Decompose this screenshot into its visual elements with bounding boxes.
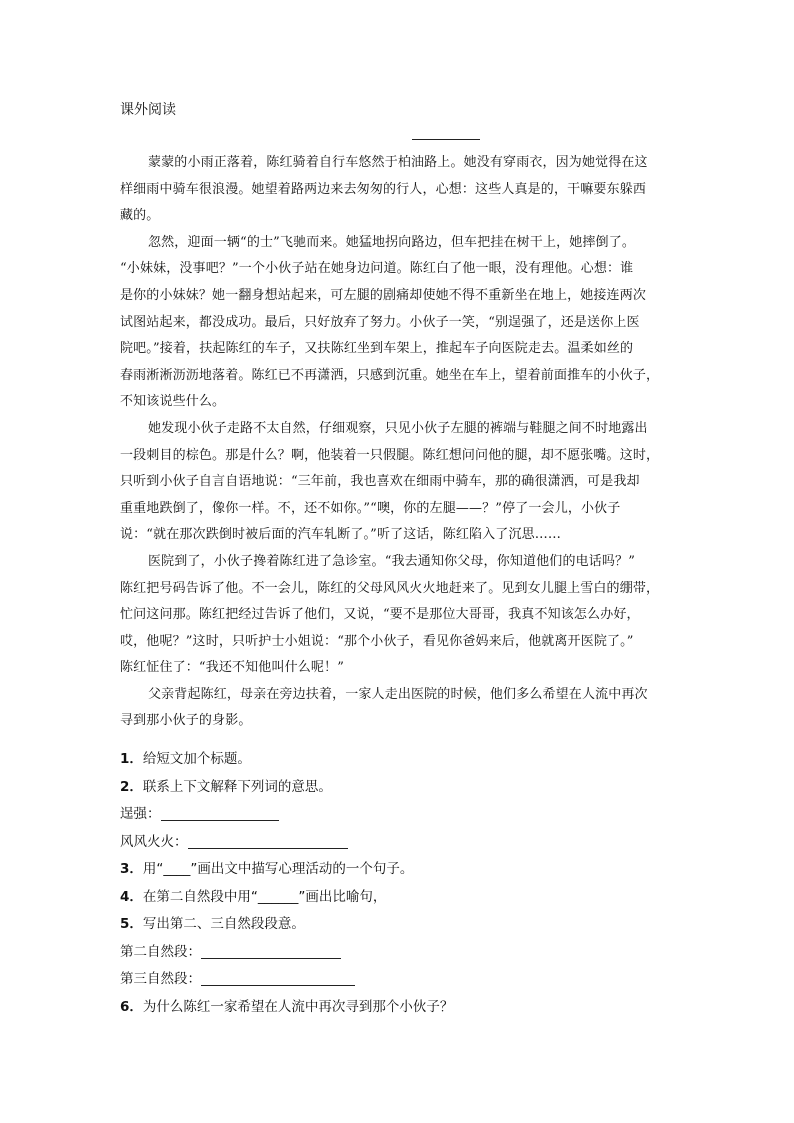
question-text: 给短文加个标题。 [142,751,251,767]
question-2 [120,774,680,802]
title-blank-line [412,139,480,140]
passage-line: 哎，他呢？”这时，只听护士小姐说：“那个小伙子，看见你爸妈来后，他就离开医院了。” [120,633,634,649]
passage-line: 只听到小伙子自言自语地说：“三年前，我也喜欢在细雨中骑车，那的确很潇洒，可是我却 [120,474,640,490]
passage-line: 样细雨中骑车很浪漫。她望着路两边来去匆匆的行人，心想：这些人真是的，干嘛要东躲西 [120,181,647,197]
question-number: 1． [120,751,143,767]
answer-row-word-2 [120,829,680,857]
answer-label: 第三自然段： [120,971,201,987]
question-number: 3． [120,861,143,877]
question-text: 用“____”画出文中描写心理活动的一个句子。 [142,861,414,877]
passage-line: 医院到了，小伙子搀着陈红进了急诊室。“我去通知你父母，你知道他们的电话吗？” [148,553,635,569]
answer-blank[interactable] [201,944,341,959]
passage-line: 她发现小伙子走路不太自然，仔细观察，只见小伙子左腿的裤端与鞋腿之间不时地露出 [148,420,648,436]
passage-paragraph-2 [120,230,680,416]
question-text: 写出第二、三自然段段意。 [142,916,305,932]
answer-label: 逞强： [120,806,161,822]
passage-line: 院吧。”接着，扶起陈红的车子，又扶陈红坐到车架上，推起车子向医院走去。温柔如丝的 [120,341,634,357]
passage-line: 说：“就在那次跌倒时被后面的汽车轧断了。”听了这话，陈红陷入了沉思…… [120,527,562,543]
passage-line: 一段刺目的棕色。那是什么？啊，他装着一只假腿。陈红想问问他的腿，却不愿张嘴。这时， [120,447,660,463]
passage-line: 蒙蒙的小雨正落着，陈红骑着自行车悠然于柏油路上。她没有穿雨衣，因为她觉得在这 [148,155,648,170]
answer-label: 第二自然段： [120,943,201,960]
question-4 [120,884,680,912]
question-number: 2． [120,778,143,795]
question-text: 在第二自然段中用“______”画出比喻句， [142,888,387,905]
section-heading: 课外阅读 [120,102,176,118]
question-list [120,746,680,1021]
passage-line: 藏的。 [120,208,160,224]
answer-blank[interactable] [201,971,355,986]
question-text: 为什么陈红一家希望在人流中再次寻到那个小伙子？ [142,998,454,1015]
passage-line: 陈红怔住了：“我还不知他叫什么呢！” [120,660,344,676]
passage-paragraph-1 [120,150,680,230]
passage-paragraph-3 [120,416,680,549]
passage-paragraph-4 [120,549,680,682]
passage-line: 不知该说些什么。 [120,394,226,410]
answer-blank[interactable] [161,806,279,821]
answer-row-para-2 [120,939,680,967]
answer-row-word-1 [120,801,680,829]
passage-line: 重重地跌倒了，像你一样。不，还不如你。”“噢，你的左腿——？”停了一会儿，小伙子 [120,500,621,516]
passage-line: 父亲背起陈红，母亲在旁边扶着，一家人走出医院的时候，他们多么希望在人流中再次 [148,686,648,702]
question-6 [120,994,680,1022]
question-number: 4． [120,888,143,905]
passage-line: 忽然，迎面一辆“的士”飞驰而来。她猛地拐向路边，但车把挂在树干上，她摔倒了。 [148,234,635,250]
passage-line: 寻到那小伙子的身影。 [120,713,252,729]
answer-row-para-3 [120,966,680,994]
answer-label: 风风火火： [120,833,188,850]
passage-line: 是你的小妹妹？她一翻身想站起来，可左腿的剧痛却使她不得不重新坐在地上，她接连两次 [120,287,647,303]
passage-line: 忙问这问那。陈红把经过告诉了他们，又说，“要不是那位大哥哥，我真不知该怎么办好， [120,607,640,623]
passage-paragraph-5 [120,682,680,735]
reading-passage [120,150,680,735]
passage-line: “小妹妹，没事吧？”一个小伙子站在她身边问道。陈红白了他一眼，没有理他。心想：谁 [120,261,634,277]
passage-line: 春雨淅淅沥沥地落着。陈红已不再潇洒，只感到沉重。她坐在车上，望着前面推车的小伙子， [120,367,660,383]
question-text: 联系上下文解释下列词的意思。 [142,778,332,795]
question-3 [120,856,680,884]
answer-blank[interactable] [188,834,348,849]
question-5 [120,911,680,939]
passage-line: 试图站起来，都没成功。最后，只好放弃了努力。小伙子一笑，“别逞强了，还是送你上医 [120,314,640,330]
question-number: 6． [120,998,143,1015]
question-number: 5． [120,916,143,932]
passage-line: 陈红把号码告诉了他。不一会儿，陈红的父母风风火火地赶来了。见到女儿腿上雪白的绷带， [120,580,660,596]
question-1 [120,746,680,774]
